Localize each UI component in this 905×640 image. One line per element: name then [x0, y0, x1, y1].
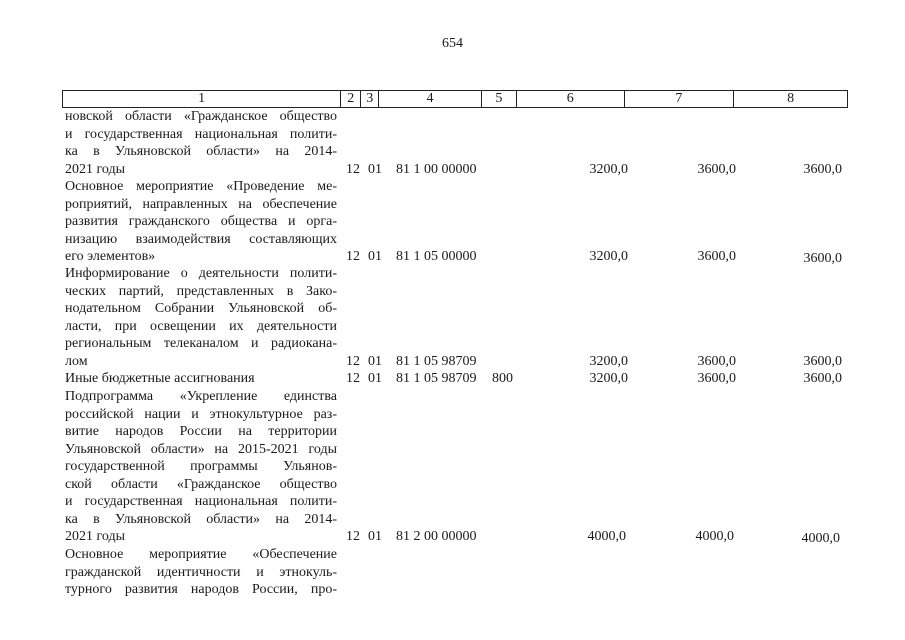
description-line: витие народов России на территории: [65, 424, 337, 439]
row-description: [65, 108, 337, 178]
expense-type-code: 800: [492, 371, 513, 386]
amount-col-7: 3600,0: [697, 354, 736, 369]
section-code: 12: [346, 249, 360, 264]
target-article-code: 81 1 05 98709: [396, 371, 477, 386]
amount-col-8: 3600,0: [803, 354, 842, 369]
section-code: 12: [346, 354, 360, 369]
target-article-code: 81 2 00 00000: [396, 529, 477, 544]
target-article-code: 81 1 05 98709: [396, 354, 477, 369]
description-line: турного развития народов России, про-: [65, 582, 337, 597]
description-line: Основное мероприятие «Проведение ме-: [65, 179, 337, 194]
amount-col-6: 4000,0: [587, 529, 626, 544]
amount-col-6: 3200,0: [589, 354, 628, 369]
description-line: и государственная национальная полити-: [65, 126, 337, 142]
amount-col-6: 3200,0: [589, 162, 628, 177]
description-line: Подпрограмма «Укрепление единства: [65, 389, 337, 404]
header-col-8: 8: [733, 91, 847, 107]
amount-col-8: 3600,0: [803, 251, 842, 266]
row-description: [65, 546, 337, 599]
header-col-5: 5: [481, 91, 516, 107]
header-col-4: 4: [378, 91, 481, 107]
description-line: 2021 годы: [65, 161, 126, 177]
amount-col-7: 3600,0: [697, 371, 736, 386]
description-line: его элементов»: [65, 249, 156, 264]
header-col-6: 6: [516, 91, 624, 107]
row-description: [65, 370, 337, 388]
target-article-code: 81 1 00 00000: [396, 162, 477, 177]
description-line: Основное мероприятие «Обеспечение: [65, 547, 337, 562]
amount-col-7: 3600,0: [697, 162, 736, 177]
description-line: государственной программы Ульянов-: [65, 459, 337, 474]
subsection-code: 01: [368, 162, 382, 177]
description-line: новской области «Гражданское общество: [65, 109, 337, 124]
amount-col-6: 3200,0: [589, 249, 628, 264]
amount-col-7: 3600,0: [697, 249, 736, 264]
subsection-code: 01: [368, 529, 382, 544]
description-line: 2021 годы: [65, 529, 126, 544]
header-col-3: 3: [360, 91, 378, 107]
description-line: российской нации и этнокультурное раз-: [65, 406, 337, 422]
description-line: и государственная национальная полити-: [65, 494, 337, 509]
description-line: Информирование о деятельности полити-: [65, 266, 337, 281]
description-line: ской области «Гражданское общество: [65, 476, 337, 492]
subsection-code: 01: [368, 354, 382, 369]
description-line: ческих партий, представленных в Зако-: [65, 283, 337, 299]
section-code: 12: [346, 371, 360, 386]
row-description: [65, 178, 337, 266]
description-line: лом: [65, 353, 88, 369]
description-line: развития гражданского общества и орга-: [65, 214, 337, 229]
target-article-code: 81 1 05 00000: [396, 249, 477, 264]
description-line: низацию взаимодействия составляющих: [65, 231, 337, 247]
header-col-7: 7: [624, 91, 734, 107]
description-line: гражданской идентичности и этнокуль-: [65, 564, 337, 580]
header-col-2: 2: [340, 91, 360, 107]
section-code: 12: [346, 529, 360, 544]
row-description: [65, 265, 337, 370]
description-line: роприятий, направленных на обеспечение: [65, 196, 337, 212]
subsection-code: 01: [368, 371, 382, 386]
description-line: региональным телеканалом и радиокана-: [65, 336, 337, 351]
header-col-1: 1: [198, 91, 206, 106]
subsection-code: 01: [368, 249, 382, 264]
amount-col-7: 4000,0: [695, 529, 734, 544]
description-line: ка в Ульяновской области» на 2014-: [65, 511, 337, 527]
description-line: нодательном Собрании Ульяновской об-: [65, 301, 337, 316]
description-line: ка в Ульяновской области» на 2014-: [65, 144, 337, 159]
amount-col-8: 3600,0: [803, 371, 842, 386]
page-number: 654: [442, 36, 463, 51]
amount-col-8: 4000,0: [801, 531, 840, 546]
description-line: Ульяновской области» на 2015-2021 годы: [65, 441, 337, 457]
amount-col-6: 3200,0: [589, 371, 628, 386]
amount-col-8: 3600,0: [803, 162, 842, 177]
table-header: [62, 90, 848, 108]
section-code: 12: [346, 162, 360, 177]
description-line: Иные бюджетные ассигнования: [65, 371, 255, 386]
row-description: [65, 388, 337, 546]
description-line: ласти, при освещении их деятельности: [65, 318, 337, 334]
